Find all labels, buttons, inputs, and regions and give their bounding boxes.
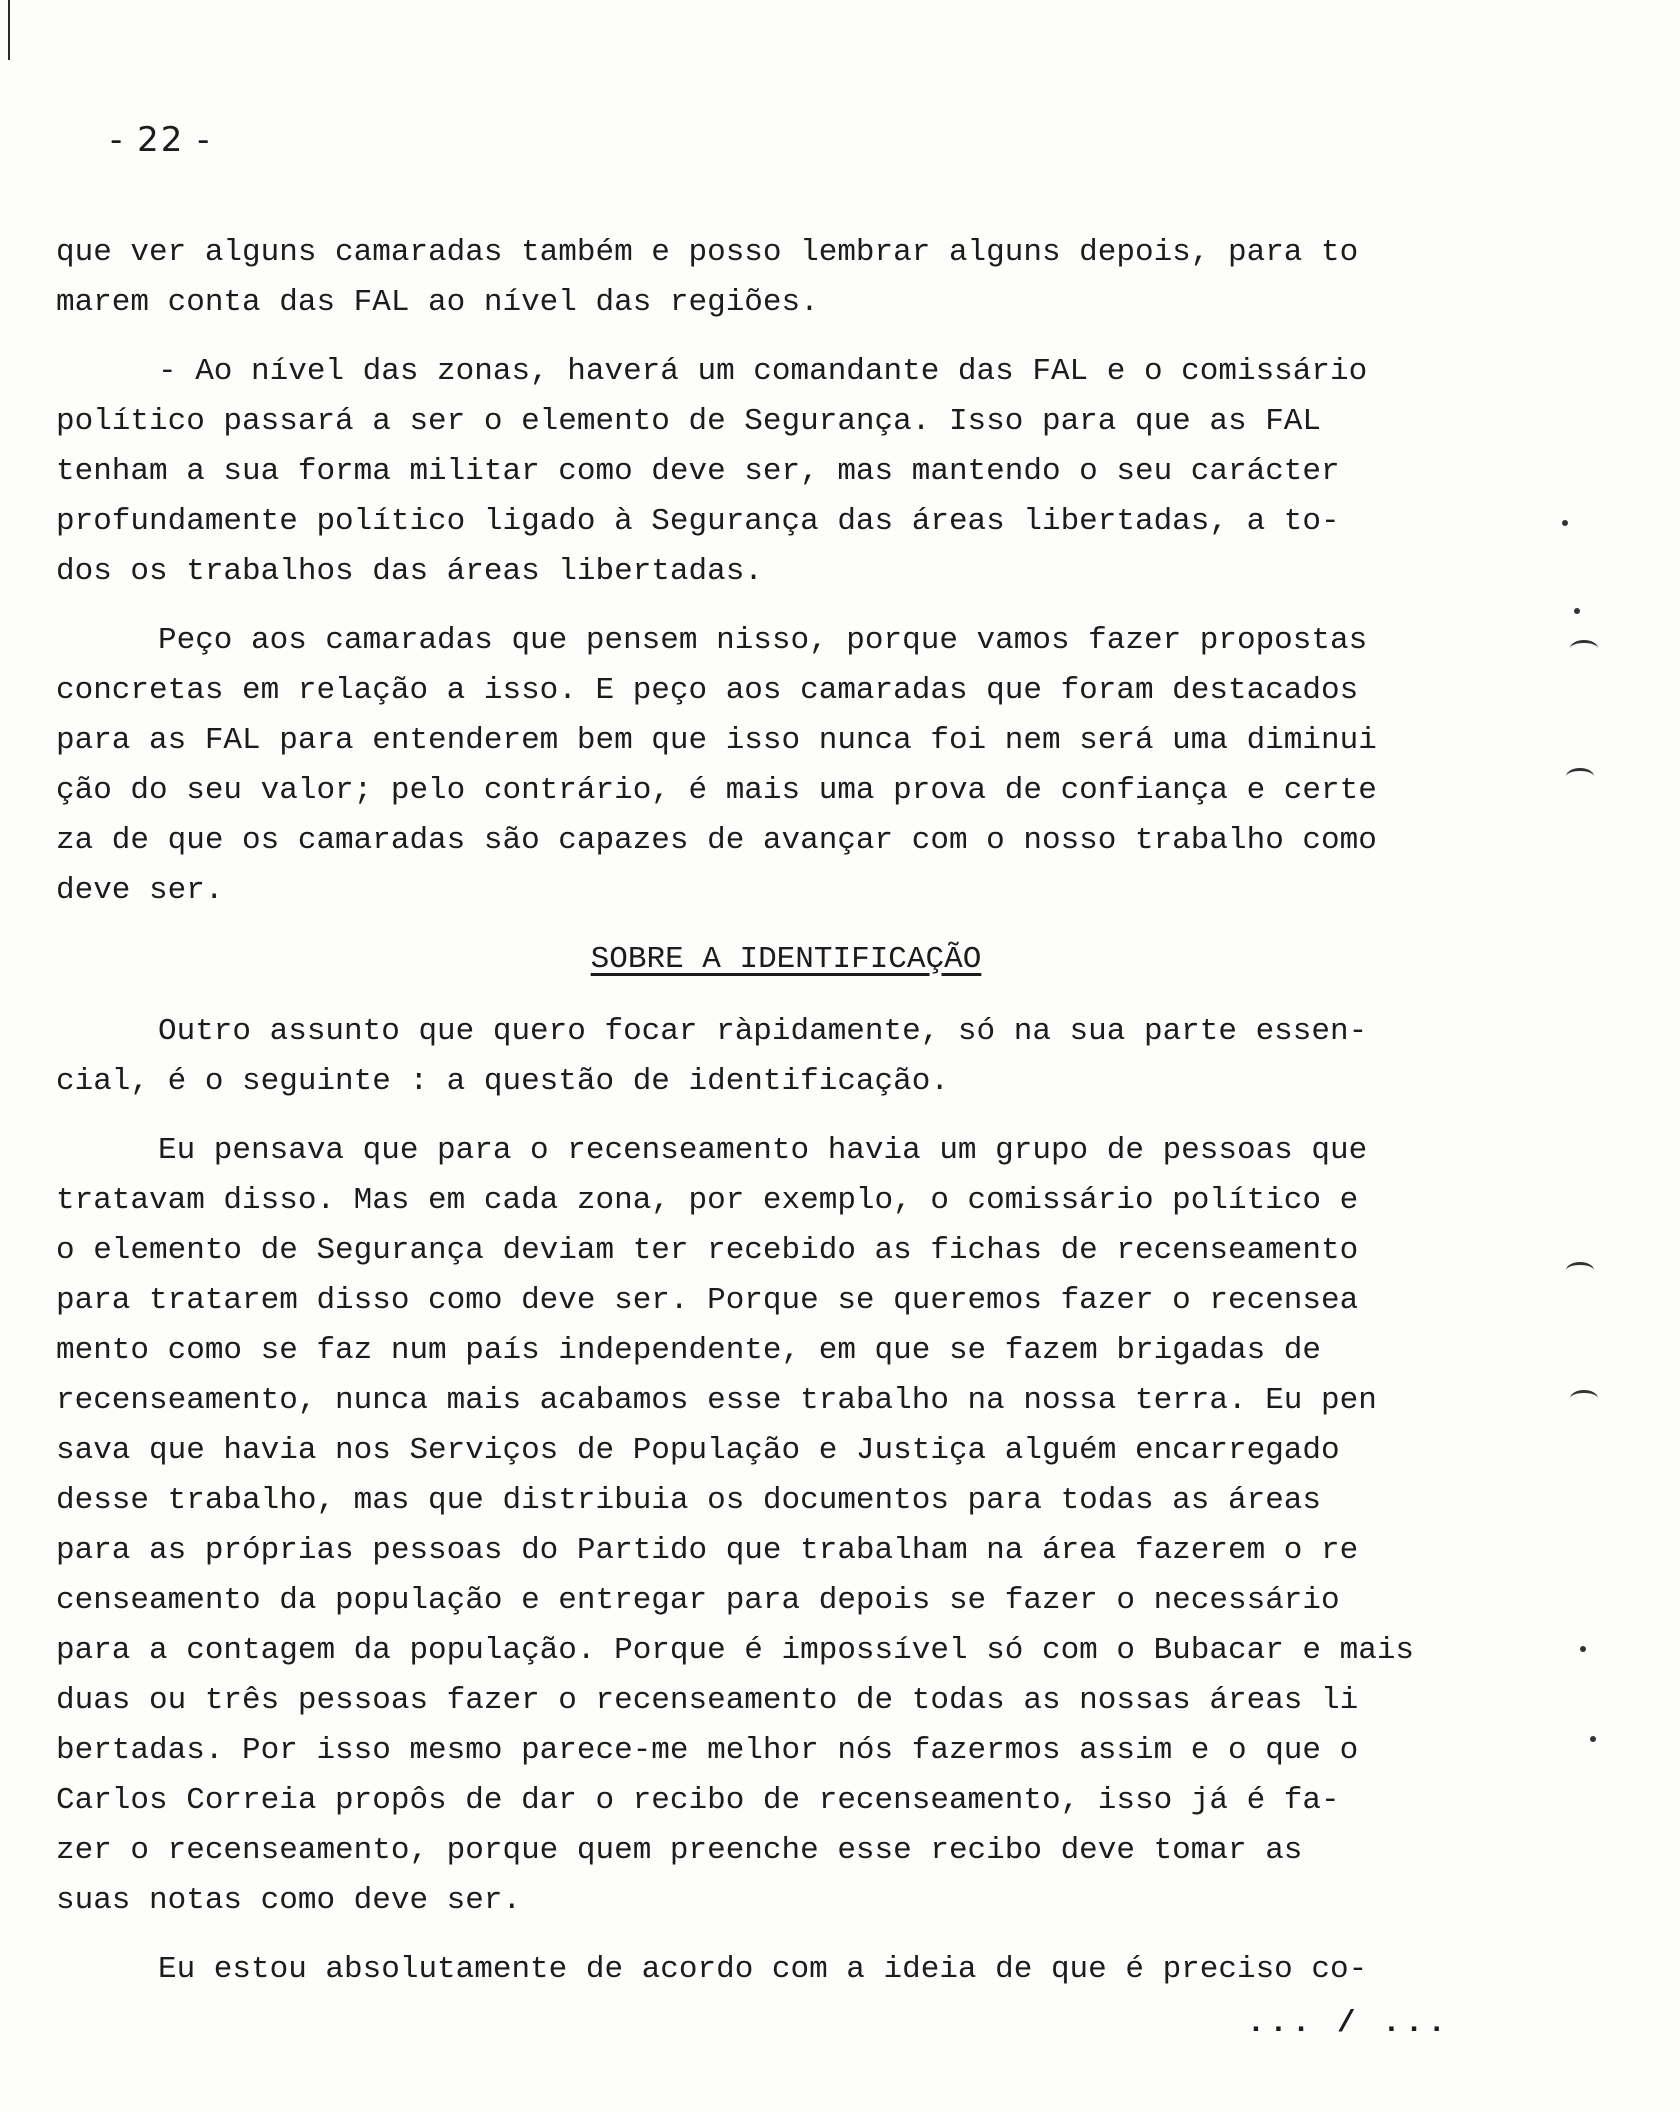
text-line: Eu estou absolutamente de acordo com a ideia de que é preciso co- [158,1952,1368,1987]
page-number: - 22 - [110,120,212,160]
margin-mark [1566,1262,1594,1279]
text-line: mento como se faz num país independente, em que se fazem brigadas de [56,1333,1322,1368]
text-line: ção do seu valor; pelo contrário, é mais uma prova de confiança e certe [56,773,1377,808]
text-line: para as próprias pessoas do Partido que trabalham na área fazerem o re [56,1533,1359,1568]
text-line: bertadas. Por isso mesmo parece-me melhor nós fazermos assim e o que o [56,1733,1359,1768]
text-line: político passará a ser o elemento de Segurança. Isso para que as FAL [56,404,1322,439]
text-line: - Ao nível das zonas, haverá um comandante das FAL e o comissário [158,354,1368,389]
margin-mark [1570,1390,1598,1407]
text-line: sava que havia nos Serviços de População e Justiça alguém encarregado [56,1433,1340,1468]
paragraph [56,616,1556,916]
text-line: za de que os camaradas são capazes de avançar com o nosso trabalho como [56,823,1377,858]
margin-dot [1562,520,1568,526]
margin-dot [1590,1736,1596,1742]
text-line: zer o recenseamento, porque quem preenche esse recibo deve tomar as [56,1833,1303,1868]
text-line: para as FAL para entenderem bem que isso nunca foi nem será uma diminui [56,723,1377,758]
paragraph [56,1126,1556,1926]
text-line: duas ou três pessoas fazer o recenseamento de todas as nossas áreas li [56,1683,1359,1718]
text-line: dos os trabalhos das áreas libertadas. [56,554,763,589]
text-line: Carlos Correia propôs de dar o recibo de recenseamento, isso já é fa- [56,1783,1340,1818]
page-edge-mark [8,0,10,60]
text-line: para tratarem disso como deve ser. Porque se queremos fazer o recensea [56,1283,1359,1318]
text-line: Outro assunto que quero focar ràpidamente, só na sua parte essen- [158,1014,1368,1049]
document-body [56,228,1556,2014]
text-line: para a contagem da população. Porque é impossível só com o Bubacar e mais [56,1633,1415,1668]
paragraph [56,347,1556,597]
text-line: censeamento da população e entregar para depois se fazer o necessário [56,1583,1340,1618]
continuation-marker: ... / ... [1246,2006,1450,2041]
section-heading [56,935,1556,985]
text-line: profundamente político ligado à Segurança das áreas libertadas, a to- [56,504,1340,539]
paragraph [56,1945,1556,1995]
text-line: Peço aos camaradas que pensem nisso, porque vamos fazer propostas [158,623,1368,658]
text-line: tenham a sua forma militar como deve ser, mas mantendo o seu carácter [56,454,1340,489]
paragraph [56,1007,1556,1107]
paragraph [56,228,1556,328]
text-line: cial, é o seguinte : a questão de identificação. [56,1064,949,1099]
text-line: o elemento de Segurança deviam ter recebido as fichas de recenseamento [56,1233,1359,1268]
text-line: recenseamento, nunca mais acabamos esse trabalho na nossa terra. Eu pen [56,1383,1377,1418]
text-line: tratavam disso. Mas em cada zona, por exemplo, o comissário político e [56,1183,1359,1218]
margin-dot [1580,1646,1586,1652]
text-line: deve ser. [56,873,224,908]
margin-mark [1566,768,1594,785]
text-line: que ver alguns camaradas também e posso lembrar alguns depois, para to [56,235,1359,270]
margin-mark [1570,640,1598,657]
text-line: Eu pensava que para o recenseamento havia um grupo de pessoas que [158,1133,1368,1168]
text-line: marem conta das FAL ao nível das regiões. [56,285,819,320]
text-line: concretas em relação a isso. E peço aos camaradas que foram destacados [56,673,1359,708]
section-heading-text: SOBRE A IDENTIFICAÇÃO [590,942,982,977]
text-line: desse trabalho, mas que distribuia os documentos para todas as áreas [56,1483,1322,1518]
margin-dot [1574,608,1580,614]
text-line: suas notas como deve ser. [56,1883,522,1918]
